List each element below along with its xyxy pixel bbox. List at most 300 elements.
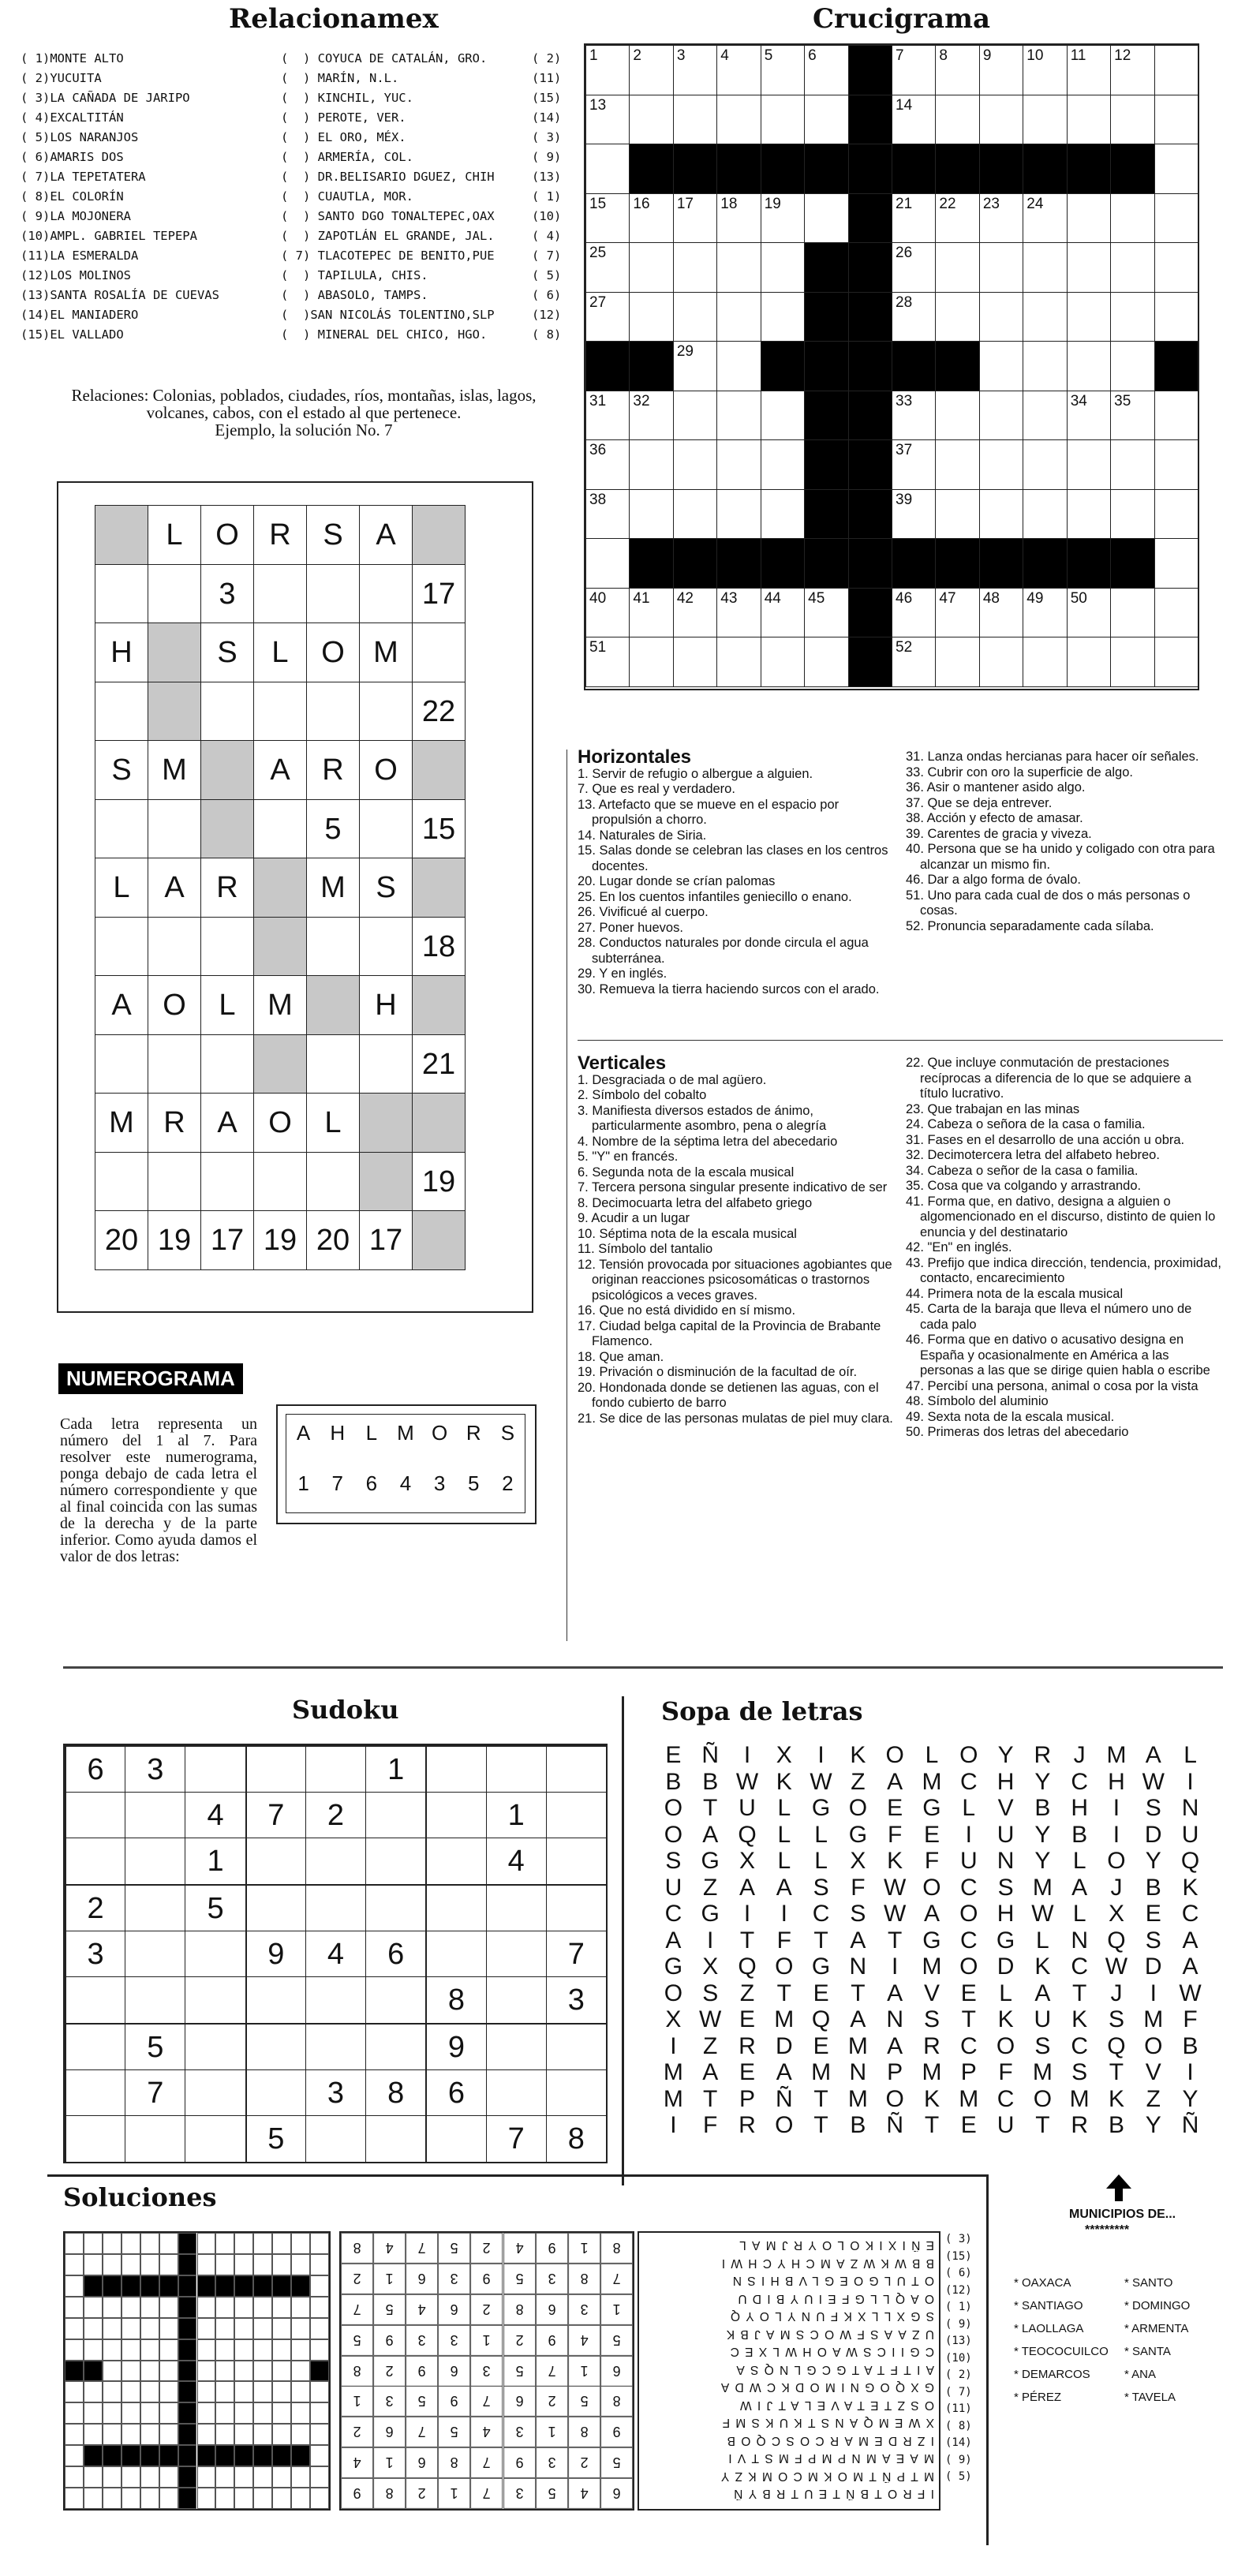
sudoku-cell[interactable] <box>125 1838 185 1884</box>
solution-sudoku-cell: 3 <box>503 2417 536 2447</box>
crossword-block <box>935 144 979 194</box>
clue-item: 19. Privación o disminución de la facultad de oír. <box>578 1365 858 1379</box>
solution-cell <box>140 2339 159 2361</box>
sudoku-cell[interactable] <box>425 1838 485 1884</box>
sopa-letter: L <box>777 1848 791 1874</box>
crossword-cell[interactable] <box>716 242 761 293</box>
crossword-cell[interactable] <box>1110 391 1154 441</box>
sopa-letter: G <box>922 1927 941 1953</box>
sudoku-cell[interactable] <box>546 1745 606 1792</box>
crossword-block <box>1067 538 1111 589</box>
crossword-cell[interactable] <box>629 292 673 342</box>
crossword-cell[interactable] <box>629 193 673 244</box>
crossword-cell[interactable] <box>892 439 936 490</box>
sopa-letter: A <box>776 2059 792 2085</box>
crossword-cell[interactable] <box>585 292 630 342</box>
sudoku-cell[interactable] <box>245 1976 305 2023</box>
crossword-number: 22 <box>939 195 956 212</box>
sopa-row <box>655 1901 1209 1927</box>
crossword-cell[interactable] <box>1110 489 1154 540</box>
crossword-number: 29 <box>676 343 694 360</box>
sudoku-cell[interactable] <box>546 2069 606 2116</box>
sudoku-cell[interactable] <box>65 2115 125 2162</box>
crossword-number: 15 <box>589 195 607 212</box>
solution-sopa-row: GXQOGNIMODKCWDA <box>715 2380 934 2394</box>
municipio-item: * DOMINGO <box>1124 2299 1191 2312</box>
solution-sudoku-cell: 6 <box>373 2417 406 2447</box>
crossword-cell[interactable] <box>1067 637 1111 687</box>
crossword-cell[interactable] <box>716 489 761 540</box>
crossword-cell[interactable] <box>1110 193 1154 244</box>
crossword-cell[interactable] <box>1067 193 1111 244</box>
numerograma-cell: 17 <box>412 564 466 624</box>
crossword-cell[interactable] <box>892 242 936 293</box>
crossword-cell[interactable] <box>1023 242 1067 293</box>
crossword-cell[interactable] <box>1154 45 1198 95</box>
crossword-cell[interactable] <box>892 45 936 95</box>
sudoku-cell[interactable] <box>65 1976 125 2023</box>
sudoku-cell[interactable] <box>365 1976 425 2023</box>
crossword-cell[interactable] <box>761 588 805 638</box>
crossword-number: 42 <box>676 589 694 607</box>
crossword-cell[interactable] <box>1067 489 1111 540</box>
crossword-cell[interactable] <box>1154 95 1198 145</box>
sopa-letter: M <box>959 2085 979 2112</box>
sudoku-cell[interactable] <box>365 1792 425 1838</box>
crossword-cell[interactable] <box>1067 292 1111 342</box>
sopa-letter: Z <box>851 1768 866 1795</box>
crossword-cell[interactable] <box>585 538 630 589</box>
crossword-cell[interactable] <box>1023 193 1067 244</box>
relacionamex-municipio: ( ) MINERAL DEL CHICO, HGO. <box>281 327 488 342</box>
sopa-letter: P <box>960 2059 977 2085</box>
sudoku-cell[interactable] <box>365 1838 425 1884</box>
solution-rel-answer: ( 9) <box>945 2317 972 2331</box>
crossword-cell[interactable] <box>1110 292 1154 342</box>
crossword-cell[interactable] <box>892 588 936 638</box>
sudoku-cell[interactable] <box>125 1884 185 1931</box>
solution-sudoku-cell: 5 <box>438 2233 470 2264</box>
crossword-cell[interactable] <box>979 193 1023 244</box>
crossword-cell[interactable] <box>585 637 630 687</box>
crossword-cell[interactable] <box>761 95 805 145</box>
solution-cell <box>215 2466 234 2488</box>
sudoku-cell[interactable] <box>486 2023 546 2069</box>
crossword-cell[interactable] <box>761 292 805 342</box>
crossword-cell[interactable] <box>1067 588 1111 638</box>
crossword-cell[interactable] <box>1154 391 1198 441</box>
sopa-letter: O <box>996 2032 1015 2059</box>
municipio-item: * ANA <box>1124 2368 1157 2381</box>
solution-cell <box>215 2381 234 2402</box>
crossword-cell[interactable] <box>1023 588 1067 638</box>
crossword-cell[interactable] <box>716 637 761 687</box>
crossword-number: 49 <box>1026 589 1044 607</box>
crossword-cell[interactable] <box>1067 45 1111 95</box>
crossword-cell[interactable] <box>1110 242 1154 293</box>
crossword-cell[interactable] <box>892 489 936 540</box>
solution-cell <box>103 2233 122 2254</box>
solution-cell <box>272 2297 291 2318</box>
sudoku-cell[interactable] <box>486 1884 546 1931</box>
crossword-number: 33 <box>896 392 913 409</box>
clue-item: 20. Hondonada donde se detienen las aguas, con el fondo cubierto de barro <box>578 1380 879 1410</box>
crossword-cell[interactable] <box>629 588 673 638</box>
crossword-cell[interactable] <box>716 45 761 95</box>
solution-cell <box>65 2339 84 2361</box>
crossword-cell[interactable] <box>629 45 673 95</box>
numerograma-cell: 15 <box>412 799 466 859</box>
sudoku-cell[interactable] <box>425 1792 485 1838</box>
crossword-cell[interactable] <box>892 391 936 441</box>
sudoku-cell[interactable] <box>365 1884 425 1931</box>
crossword-cell[interactable] <box>935 588 979 638</box>
crossword-cell[interactable] <box>761 242 805 293</box>
sudoku-cell[interactable] <box>65 1838 125 1884</box>
crossword-cell[interactable] <box>629 391 673 441</box>
sopa-letter: J <box>1110 1874 1123 1901</box>
sopa-letter: Y <box>1034 1821 1051 1848</box>
crossword-cell[interactable] <box>1154 637 1198 687</box>
sudoku-cell[interactable] <box>305 2115 365 2162</box>
crossword-cell[interactable] <box>892 95 936 145</box>
relacionamex-place: ( 5)LOS NARANJOS <box>21 130 139 144</box>
solution-sudoku-cell: 3 <box>438 2325 470 2356</box>
crossword-cell[interactable] <box>716 588 761 638</box>
crossword-cell[interactable] <box>1023 439 1067 490</box>
crossword-cell[interactable] <box>935 193 979 244</box>
relacionamex-row <box>21 167 562 186</box>
crossword-cell[interactable] <box>1154 538 1198 589</box>
numerograma-cell: 5 <box>306 799 360 859</box>
crossword-cell[interactable] <box>673 391 717 441</box>
municipio-item: * PÉREZ <box>1014 2391 1062 2404</box>
sudoku-cell[interactable] <box>185 2023 245 2069</box>
crossword-cell[interactable] <box>716 95 761 145</box>
numerograma-key-letter: H <box>330 1421 346 1445</box>
crossword-cell[interactable] <box>761 193 805 244</box>
sudoku-cell[interactable] <box>245 1884 305 1931</box>
numerograma-title: NUMEROGRAMA <box>58 1363 243 1394</box>
sudoku-cell[interactable] <box>486 1976 546 2023</box>
clue-item: 35. Cosa que va colgando y arrastrando. <box>906 1179 1142 1193</box>
crossword-cell[interactable] <box>761 45 805 95</box>
crossword-cell[interactable] <box>1110 637 1154 687</box>
crossword-cell[interactable] <box>935 45 979 95</box>
crossword-cell[interactable] <box>979 588 1023 638</box>
sopa-letter: W <box>1142 1768 1165 1795</box>
solution-rel-answer: (15) <box>945 2249 972 2263</box>
solution-block <box>178 2381 197 2402</box>
crossword-cell[interactable] <box>1110 45 1154 95</box>
sudoku-cell[interactable] <box>125 1792 185 1838</box>
sudoku-cell[interactable] <box>185 1931 245 1977</box>
sudoku-cell[interactable] <box>305 1745 365 1792</box>
crossword-cell[interactable] <box>673 45 717 95</box>
solution-cell <box>234 2361 253 2382</box>
clue-item: 17. Ciudad belga capital de la Provincia de Brabante Flamenco. <box>578 1318 881 1348</box>
sudoku-cell[interactable] <box>365 2023 425 2069</box>
solution-cell <box>140 2466 159 2488</box>
crossword-cell[interactable] <box>804 193 848 244</box>
crossword-cell[interactable] <box>673 439 717 490</box>
sopa-letter: C <box>1181 1901 1199 1927</box>
sudoku-cell[interactable] <box>305 2023 365 2069</box>
sopa-letter: T <box>813 2112 828 2138</box>
crossword-cell[interactable] <box>979 242 1023 293</box>
crossword-cell[interactable] <box>629 95 673 145</box>
crossword-cell[interactable] <box>585 45 630 95</box>
crossword-cell[interactable] <box>761 439 805 490</box>
solution-sudoku-cell: 1 <box>438 2478 470 2509</box>
sudoku-grid[interactable] <box>63 1744 608 2163</box>
sopa-letter: Ñ <box>775 2085 793 2112</box>
crossword-cell[interactable] <box>935 292 979 342</box>
crossword-cell[interactable] <box>804 588 848 638</box>
crossword-cell[interactable] <box>935 637 979 687</box>
solution-sudoku-cell: 3 <box>373 2386 406 2417</box>
sudoku-cell: 7 <box>125 2069 185 2116</box>
crossword-cell[interactable] <box>1154 144 1198 194</box>
relacionamex-place: (11)LA ESMERALDA <box>21 249 139 263</box>
numerograma-cell: 19 <box>253 1210 307 1270</box>
sudoku-cell[interactable] <box>245 2069 305 2116</box>
clue-item: 9. Acudir a un lugar <box>578 1211 690 1225</box>
clue-item: 24. Cabeza o señora de la casa o familia. <box>906 1117 1146 1131</box>
sopa-letter: W <box>1105 1953 1128 1980</box>
crossword-cell[interactable] <box>673 242 717 293</box>
crossword-cell[interactable] <box>935 391 979 441</box>
crossword-cell[interactable] <box>629 242 673 293</box>
crossword-number: 34 <box>1070 392 1087 409</box>
crossword-cell[interactable] <box>585 391 630 441</box>
sudoku-cell[interactable] <box>125 1976 185 2023</box>
sudoku-cell[interactable] <box>305 1976 365 2023</box>
solution-cell <box>234 2381 253 2402</box>
sudoku-cell[interactable] <box>425 1745 485 1792</box>
solution-sudoku-cell: 6 <box>438 2294 470 2325</box>
sopa-letter: M <box>1032 1874 1053 1901</box>
crossword-cell[interactable] <box>804 95 848 145</box>
sudoku-cell[interactable] <box>185 2115 245 2162</box>
crossword-cell[interactable] <box>1067 439 1111 490</box>
crossword-cell[interactable] <box>979 292 1023 342</box>
solution-cell <box>234 2466 253 2488</box>
crossword-cell[interactable] <box>1067 341 1111 391</box>
sudoku-cell[interactable] <box>185 1976 245 2023</box>
clue-item: 51. Uno para cada cual de dos o más personas o cosas. <box>906 888 1191 918</box>
sopa-letter: G <box>922 1795 941 1821</box>
crossword-cell[interactable] <box>1023 637 1067 687</box>
soluciones-right-border <box>986 2174 989 2545</box>
sudoku-cell[interactable] <box>65 1792 125 1838</box>
sopa-letter: U <box>959 1848 978 1874</box>
crossword-cell[interactable] <box>585 242 630 293</box>
crossword-cell[interactable] <box>1067 95 1111 145</box>
crossword-cell[interactable] <box>673 292 717 342</box>
crossword-cell[interactable] <box>1154 242 1198 293</box>
crossword-number: 14 <box>896 96 913 114</box>
crossword-cell[interactable] <box>585 144 630 194</box>
crossword-cell[interactable] <box>892 637 936 687</box>
crossword-cell[interactable] <box>673 637 717 687</box>
solution-cell <box>122 2339 140 2361</box>
crossword-cell[interactable] <box>1023 489 1067 540</box>
crossword-cell[interactable] <box>892 193 936 244</box>
sudoku-cell[interactable] <box>486 1745 546 1792</box>
crossword-cell[interactable] <box>1023 391 1067 441</box>
sopa-letter: A <box>887 1768 903 1795</box>
sudoku-cell[interactable] <box>125 1931 185 1977</box>
crossword-cell[interactable] <box>979 391 1023 441</box>
crossword-cell[interactable] <box>716 391 761 441</box>
crossword-cell[interactable] <box>1154 489 1198 540</box>
crossword-cell[interactable] <box>1154 439 1198 490</box>
sudoku-cell: 7 <box>546 1931 606 1977</box>
solution-cell <box>159 2254 178 2275</box>
solution-sudoku-cell: 3 <box>438 2264 470 2294</box>
sudoku-cell[interactable] <box>425 2115 485 2162</box>
crossword-cell[interactable] <box>716 193 761 244</box>
solution-block <box>197 2275 216 2297</box>
sudoku-cell[interactable] <box>245 1838 305 1884</box>
crossword-cell[interactable] <box>1023 95 1067 145</box>
crossword-cell[interactable] <box>804 637 848 687</box>
crossword-cell[interactable] <box>716 341 761 391</box>
crossword-number: 48 <box>982 589 1000 607</box>
crossword-cell[interactable] <box>761 391 805 441</box>
clue-item: 12. Tensión provocada por situaciones agobiantes que originan reacciones psicosomáticas o trastornos psicológicos a veces graves. <box>578 1257 892 1303</box>
crossword-cell[interactable] <box>935 439 979 490</box>
numerograma-cell: M <box>359 623 413 682</box>
relacionamex-municipio: ( 7) TLACOTEPEC DE BENITO,PUE <box>281 249 495 263</box>
sudoku-cell[interactable] <box>546 2023 606 2069</box>
sudoku-cell[interactable] <box>425 1931 485 1977</box>
crossword-cell[interactable] <box>585 588 630 638</box>
sopa-row <box>655 1822 1209 1849</box>
crossword-cell[interactable] <box>673 95 717 145</box>
solution-block <box>272 2275 291 2297</box>
crossword-cell[interactable] <box>716 292 761 342</box>
crossword-cell[interactable] <box>1110 95 1154 145</box>
crossword-cell[interactable] <box>979 45 1023 95</box>
crossword-cell[interactable] <box>585 489 630 540</box>
crossword-cell[interactable] <box>979 489 1023 540</box>
sudoku-cell[interactable] <box>185 1745 245 1792</box>
sudoku-cell[interactable] <box>245 1745 305 1792</box>
crossword-cell[interactable] <box>761 489 805 540</box>
sudoku-cell[interactable] <box>185 2069 245 2116</box>
sopa-letter: O <box>959 1742 978 1768</box>
crossword-cell[interactable] <box>1110 439 1154 490</box>
crossword-cell[interactable] <box>1023 341 1067 391</box>
sudoku-cell[interactable] <box>305 1838 365 1884</box>
crossword-cell[interactable] <box>761 637 805 687</box>
crossword-cell[interactable] <box>629 489 673 540</box>
solution-sudoku-cell: 3 <box>503 2478 536 2509</box>
solution-cell <box>253 2424 272 2445</box>
crossword-cell[interactable] <box>979 341 1023 391</box>
sopa-letter: D <box>1144 1821 1162 1848</box>
sudoku-cell[interactable] <box>425 1884 485 1931</box>
crossword-cell[interactable] <box>892 292 936 342</box>
sopa-letter: S <box>1108 2006 1124 2032</box>
solution-cell <box>253 2297 272 2318</box>
sudoku-cell[interactable] <box>245 2023 305 2069</box>
crossword-cell[interactable] <box>673 489 717 540</box>
crossword-cell[interactable] <box>1023 292 1067 342</box>
relacionamex-place: ( 3)LA CAÑADA DE JARIPO <box>21 91 190 105</box>
crossword-cell[interactable] <box>979 439 1023 490</box>
sopa-letter: T <box>1035 2112 1050 2138</box>
crossword-cell[interactable] <box>804 45 848 95</box>
sudoku-cell[interactable] <box>65 2069 125 2116</box>
crossword-grid[interactable] <box>584 43 1199 690</box>
clue-item: 7. Que es real y verdadero. <box>578 782 735 796</box>
sudoku-cell: 8 <box>425 1976 485 2023</box>
relacionamex-municipio: ( ) ABASOLO, TAMPS. <box>281 288 428 302</box>
crossword-cell[interactable] <box>979 637 1023 687</box>
crossword-cell[interactable] <box>673 588 717 638</box>
crossword-cell[interactable] <box>935 242 979 293</box>
solution-block <box>178 2233 197 2254</box>
sudoku-cell[interactable] <box>486 1931 546 1977</box>
crossword-cell[interactable] <box>629 637 673 687</box>
sopa-letter: Ñ <box>886 2112 904 2138</box>
crossword-cell[interactable] <box>1154 193 1198 244</box>
sudoku-cell[interactable] <box>486 2069 546 2116</box>
crossword-cell[interactable] <box>1154 292 1198 342</box>
sudoku-cell[interactable] <box>125 2115 185 2162</box>
relacionamex-place: (15)EL VALLADO <box>21 327 124 342</box>
solution-cell <box>65 2445 84 2466</box>
crossword-cell[interactable] <box>935 95 979 145</box>
solution-cell <box>291 2233 310 2254</box>
sopa-letter: L <box>777 1795 791 1821</box>
crossword-cell[interactable] <box>1067 391 1111 441</box>
relacionamex-place: (10)AMPL. GABRIEL TEPEPA <box>21 229 197 243</box>
crossword-cell[interactable] <box>629 439 673 490</box>
sudoku-cell[interactable] <box>546 1792 606 1838</box>
sudoku-cell[interactable] <box>65 2023 125 2069</box>
sudoku-cell[interactable] <box>365 2115 425 2162</box>
section-divider <box>63 1666 1223 1669</box>
sudoku-cell[interactable] <box>546 1884 606 1931</box>
sudoku-cell: 2 <box>305 1792 365 1838</box>
crossword-cell[interactable] <box>585 193 630 244</box>
crossword-number: 31 <box>589 392 607 409</box>
crossword-cell[interactable] <box>1023 45 1067 95</box>
crossword-cell[interactable] <box>585 95 630 145</box>
crossword-cell[interactable] <box>673 341 717 391</box>
crossword-cell[interactable] <box>979 95 1023 145</box>
crossword-cell[interactable] <box>1110 341 1154 391</box>
crossword-cell[interactable] <box>673 193 717 244</box>
crossword-cell[interactable] <box>1154 588 1198 638</box>
sudoku-cell: 1 <box>365 1745 425 1792</box>
crossword-number: 11 <box>1070 47 1086 64</box>
crossword-cell[interactable] <box>1067 242 1111 293</box>
crossword-cell[interactable] <box>1110 588 1154 638</box>
solution-sudoku-cell: 6 <box>600 2356 633 2387</box>
sopa-letter: F <box>888 1821 903 1848</box>
sudoku-cell[interactable] <box>546 1838 606 1884</box>
crossword-cell[interactable] <box>716 439 761 490</box>
sudoku-cell[interactable] <box>305 1884 365 1931</box>
solution-rel-answer: (10) <box>945 2351 972 2365</box>
crossword-cell[interactable] <box>585 439 630 490</box>
crossword-cell[interactable] <box>935 489 979 540</box>
